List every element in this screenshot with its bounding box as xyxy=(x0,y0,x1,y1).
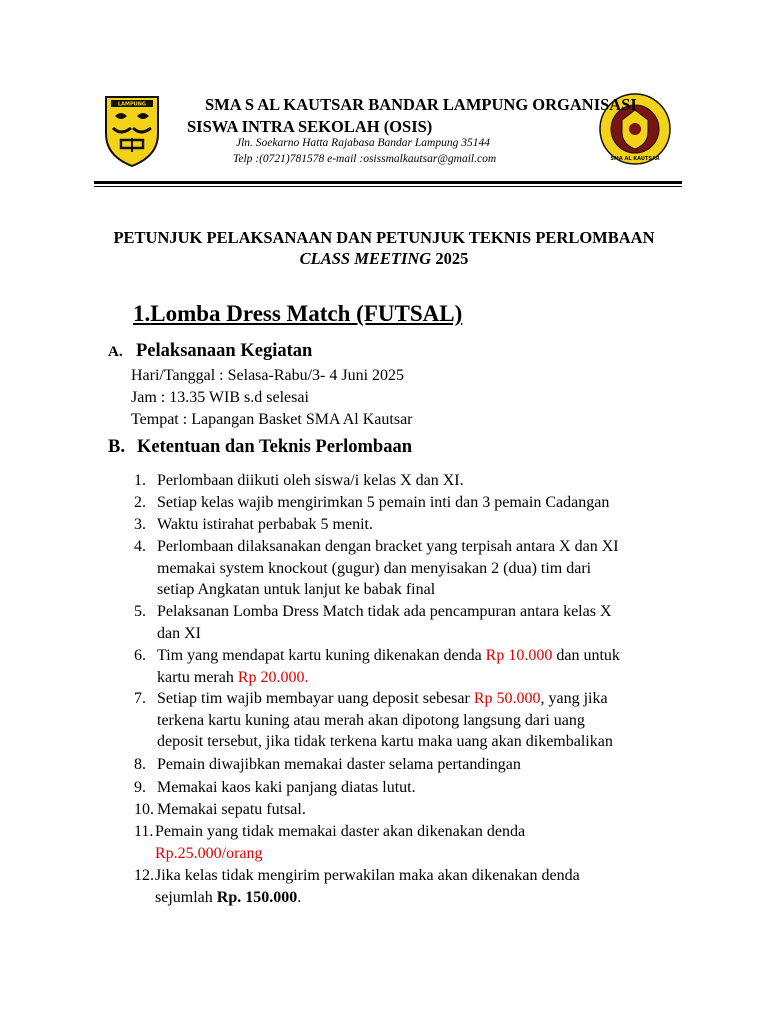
svg-text:LAMPUNG: LAMPUNG xyxy=(117,101,147,108)
rule-text-line: terkena kartu kuning atau merah akan dipotong langsung dari uang xyxy=(157,711,585,729)
rule-number: 2. xyxy=(134,494,146,511)
rule-text xyxy=(157,645,697,688)
rule-item-3 xyxy=(134,514,694,536)
event-venue: Tempat : Lapangan Basket SMA Al Kautsar xyxy=(131,411,413,428)
part-a-title: Pelaksanaan Kegiatan xyxy=(136,341,313,361)
rule-text-part: , yang jika xyxy=(540,690,608,707)
rule-number: 6. xyxy=(134,647,146,664)
yellow-card-fine: Rp 10.000 xyxy=(485,647,553,664)
section-name: Lomba Dress Match (FUTSAL) xyxy=(150,301,463,326)
rule-text: Waktu istirahat perbabak 5 menit. xyxy=(157,516,373,533)
svg-text:SMA AL KAUTSAR: SMA AL KAUTSAR xyxy=(610,156,660,162)
rule-text xyxy=(155,865,695,908)
no-daster-fine: Rp.25.000/orang xyxy=(155,844,263,862)
rule-number: 5. xyxy=(134,603,146,620)
rule-text xyxy=(157,688,697,753)
rule-text-part: Tim yang mendapat kartu kuning dikenakan denda xyxy=(157,647,486,664)
rule-text-line: Jika kelas tidak mengirim perwakilan maka akan dikenakan denda xyxy=(155,867,580,884)
rule-text: Pemain diwajibkan memakai daster selama pertandingan xyxy=(157,756,521,773)
rule-item-10 xyxy=(134,799,694,821)
rule-number: 1. xyxy=(134,472,146,489)
rule-item-7 xyxy=(134,688,694,754)
section-title xyxy=(133,301,462,327)
organization-line: SISWA INTRA SEKOLAH (OSIS) xyxy=(187,117,433,136)
rule-text: Memakai kaos kaki panjang diatas lutut. xyxy=(157,779,416,796)
rule-text-part: . xyxy=(297,888,302,906)
rule-text-line: Perlombaan dilaksanakan dengan bracket yang terpisah antara X dan XI xyxy=(157,538,619,555)
header-rule-thick xyxy=(94,181,682,184)
rule-item-6 xyxy=(134,645,694,689)
part-b-heading xyxy=(108,437,412,458)
rule-text: Perlombaan diikuti oleh siswa/i kelas X dan XI. xyxy=(157,472,464,489)
contact-line: Telp :(0721)781578 e-mail :osissmalkautsar@gmail.com xyxy=(233,153,497,165)
document-title xyxy=(60,227,708,269)
part-b-title: Ketentuan dan Teknis Perlombaan xyxy=(137,437,412,457)
rule-text-line: Pemain yang tidak memakai daster akan dikenakan denda xyxy=(155,823,526,840)
rule-text-part: Setiap tim wajib membayar uang deposit sebesar xyxy=(157,690,474,707)
event-name: CLASS MEETING xyxy=(299,249,432,268)
event-date: Hari/Tanggal : Selasa-Rabu/3- 4 Juni 2025 xyxy=(131,367,405,384)
rule-item-8 xyxy=(134,754,694,776)
event-time: Jam : 13.35 WIB s.d selesai xyxy=(131,389,309,406)
red-card-fine: Rp 20.000. xyxy=(237,668,309,686)
document-title-line1: PETUNJUK PELAKSANAAN DAN PETUNJUK TEKNIS PERLOMBAAN xyxy=(113,228,655,247)
part-a-heading xyxy=(108,341,312,362)
address-line: Jln. Soekarno Hatta Rajabasa Bandar Lampung 35144 xyxy=(236,137,490,149)
rule-number: 8. xyxy=(134,756,146,773)
rule-item-9 xyxy=(134,777,694,799)
rule-text: Setiap kelas wajib mengirimkan 5 pemain inti dan 3 pemain Cadangan xyxy=(157,494,610,511)
rule-text-part: sejumlah xyxy=(155,888,217,906)
part-b-letter: B. xyxy=(108,437,125,457)
section-number: 1. xyxy=(133,301,151,326)
rule-number: 3. xyxy=(134,516,146,533)
rule-text-line: dan XI xyxy=(157,624,201,642)
event-year: 2025 xyxy=(431,249,469,268)
part-a-letter: A. xyxy=(108,344,123,360)
rule-text: Memakai sepatu futsal. xyxy=(157,801,306,818)
rule-number: 9. xyxy=(134,779,146,796)
rule-text xyxy=(157,601,697,644)
rule-item-2 xyxy=(134,492,694,514)
rule-number: 10. xyxy=(134,801,154,818)
rule-number: 4. xyxy=(134,538,146,555)
rule-item-1 xyxy=(134,470,694,492)
rule-item-5 xyxy=(134,601,694,645)
school-emblem-left xyxy=(103,94,161,168)
rule-number: 7. xyxy=(134,690,146,707)
rule-text-line: setiap Angkatan untuk lanjut ke babak final xyxy=(157,581,436,599)
rule-item-11 xyxy=(134,821,694,865)
rule-text xyxy=(157,536,697,601)
rule-number: 11. xyxy=(134,823,154,840)
rule-item-4 xyxy=(134,536,694,602)
rule-text-part: kartu merah xyxy=(157,668,238,686)
header-rule-thin xyxy=(94,186,682,187)
document-title-line2 xyxy=(60,248,708,269)
rule-text-line: Pelaksanan Lomba Dress Match tidak ada pencampuran antara kelas X xyxy=(157,603,612,620)
rule-text-line: memakai system knockout (gugur) dan menyisakan 2 (dua) tim dari xyxy=(157,559,592,577)
no-representative-fine: Rp. 150.000 xyxy=(216,888,298,906)
rule-item-12 xyxy=(134,865,694,909)
rule-text-line: deposit tersebut, jika tidak terkena kartu maka uang akan dikembalikan xyxy=(157,733,613,751)
deposit-amount: Rp 50.000 xyxy=(473,690,541,707)
rule-text-part: dan untuk xyxy=(552,647,620,664)
rule-number: 12. xyxy=(134,867,154,884)
rule-text xyxy=(155,821,695,864)
school-name-line: SMA S AL KAUTSAR BANDAR LAMPUNG ORGANISASI xyxy=(205,95,637,114)
